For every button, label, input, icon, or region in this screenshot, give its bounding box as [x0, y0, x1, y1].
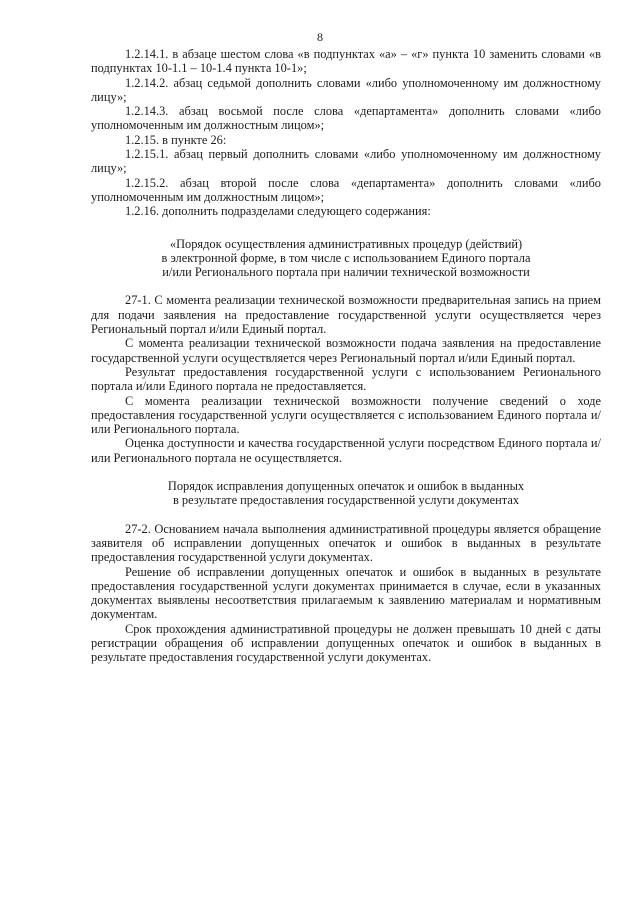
heading-line: и/или Регионального портала при наличии технической возможности: [162, 265, 530, 280]
heading-line: «Порядок осуществления административных процедур (действий): [169, 236, 523, 251]
paragraph-procedure-deadline: Срок прохождения административной процедуры не должен превышать 10 дней с даты регистрации обращения об исправлении допущенных опечаток и ошибок в выданных в результате предоставления государственной услуги документах.: [91, 621, 601, 665]
paragraph-27-2: 27-2. Основанием начала выполнения административной процедуры является обращение заявителя об исправлении допущенных опечаток и ошибок в выданных в результате предоставления государственной услуги документах.: [91, 521, 601, 565]
paragraph-application-submission: С момента реализации технической возможности подача заявления на предоставление государственной услуги осуществляется через Региональный портал и/или Единый портал.: [91, 336, 601, 365]
paragraph-1-2-14-2: 1.2.14.2. абзац седьмой дополнить словами «либо уполномоченному им должностному лицу»;: [91, 75, 601, 104]
page-number: 8: [317, 30, 323, 44]
paragraph-1-2-15-2: 1.2.15.2. абзац второй после слова «департамента» дополнить словами «либо уполномоченным им должностным лицом»;: [91, 175, 601, 204]
heading-line: в результате предоставления государственной услуги документах: [172, 493, 520, 508]
document-body: [91, 47, 601, 665]
section-heading-electronic-form: [91, 237, 601, 280]
section-heading-error-correction: [91, 479, 601, 508]
paragraph-result: Результат предоставления государственной услуги с использованием Регионального портала и/или Единого портала не предоставляется.: [91, 364, 601, 394]
paragraph-quality-assessment: Оценка доступности и качества государственной услуги посредством Единого портала и/или Регионального портала не осуществляется.: [91, 436, 601, 465]
heading-line: Порядок исправления допущенных опечаток и ошибок в выданных: [167, 479, 525, 494]
paragraph-27-1: 27-1. С момента реализации технической возможности предварительная запись на прием для подачи заявления на предоставление государственной услуги осуществляется через Региональный портал и/или Единый портал.: [91, 293, 601, 337]
heading-line: в электронной форме, в том числе с использованием Единого портала: [161, 250, 531, 265]
paragraph-1-2-14-3: 1.2.14.3. абзац восьмой после слова «департамента» дополнить словами «либо уполномоченным им должностным лицом»;: [91, 104, 601, 133]
paragraph-1-2-16: 1.2.16. дополнить подразделами следующего содержания:: [125, 204, 431, 219]
paragraph-1-2-14-1: 1.2.14.1. в абзаце шестом слова «в подпунктах «а» – «г» пункта 10 заменить словами «в подпунктах 10-1.1 – 10-1.4 пункта 10-1»;: [91, 47, 601, 76]
paragraph-progress-info: С момента реализации технической возможности получение сведений о ходе предоставления государственной услуги осуществляется с использованием Единого портала и/или Регионального портала.: [91, 393, 601, 437]
paragraph-correction-decision: Решение об исправлении допущенных опечаток и ошибок в выданных в результате предоставления государственной услуги документах принимается в случае, если в указанных документах выявлены несоответствия прилагаемым к заявлению материалам и нормативным документам.: [91, 564, 601, 622]
paragraph-1-2-15-1: 1.2.15.1. абзац первый дополнить словами «либо уполномоченному им должностному лицу»;: [91, 147, 601, 176]
paragraph-1-2-15: 1.2.15. в пункте 26:: [125, 132, 227, 147]
